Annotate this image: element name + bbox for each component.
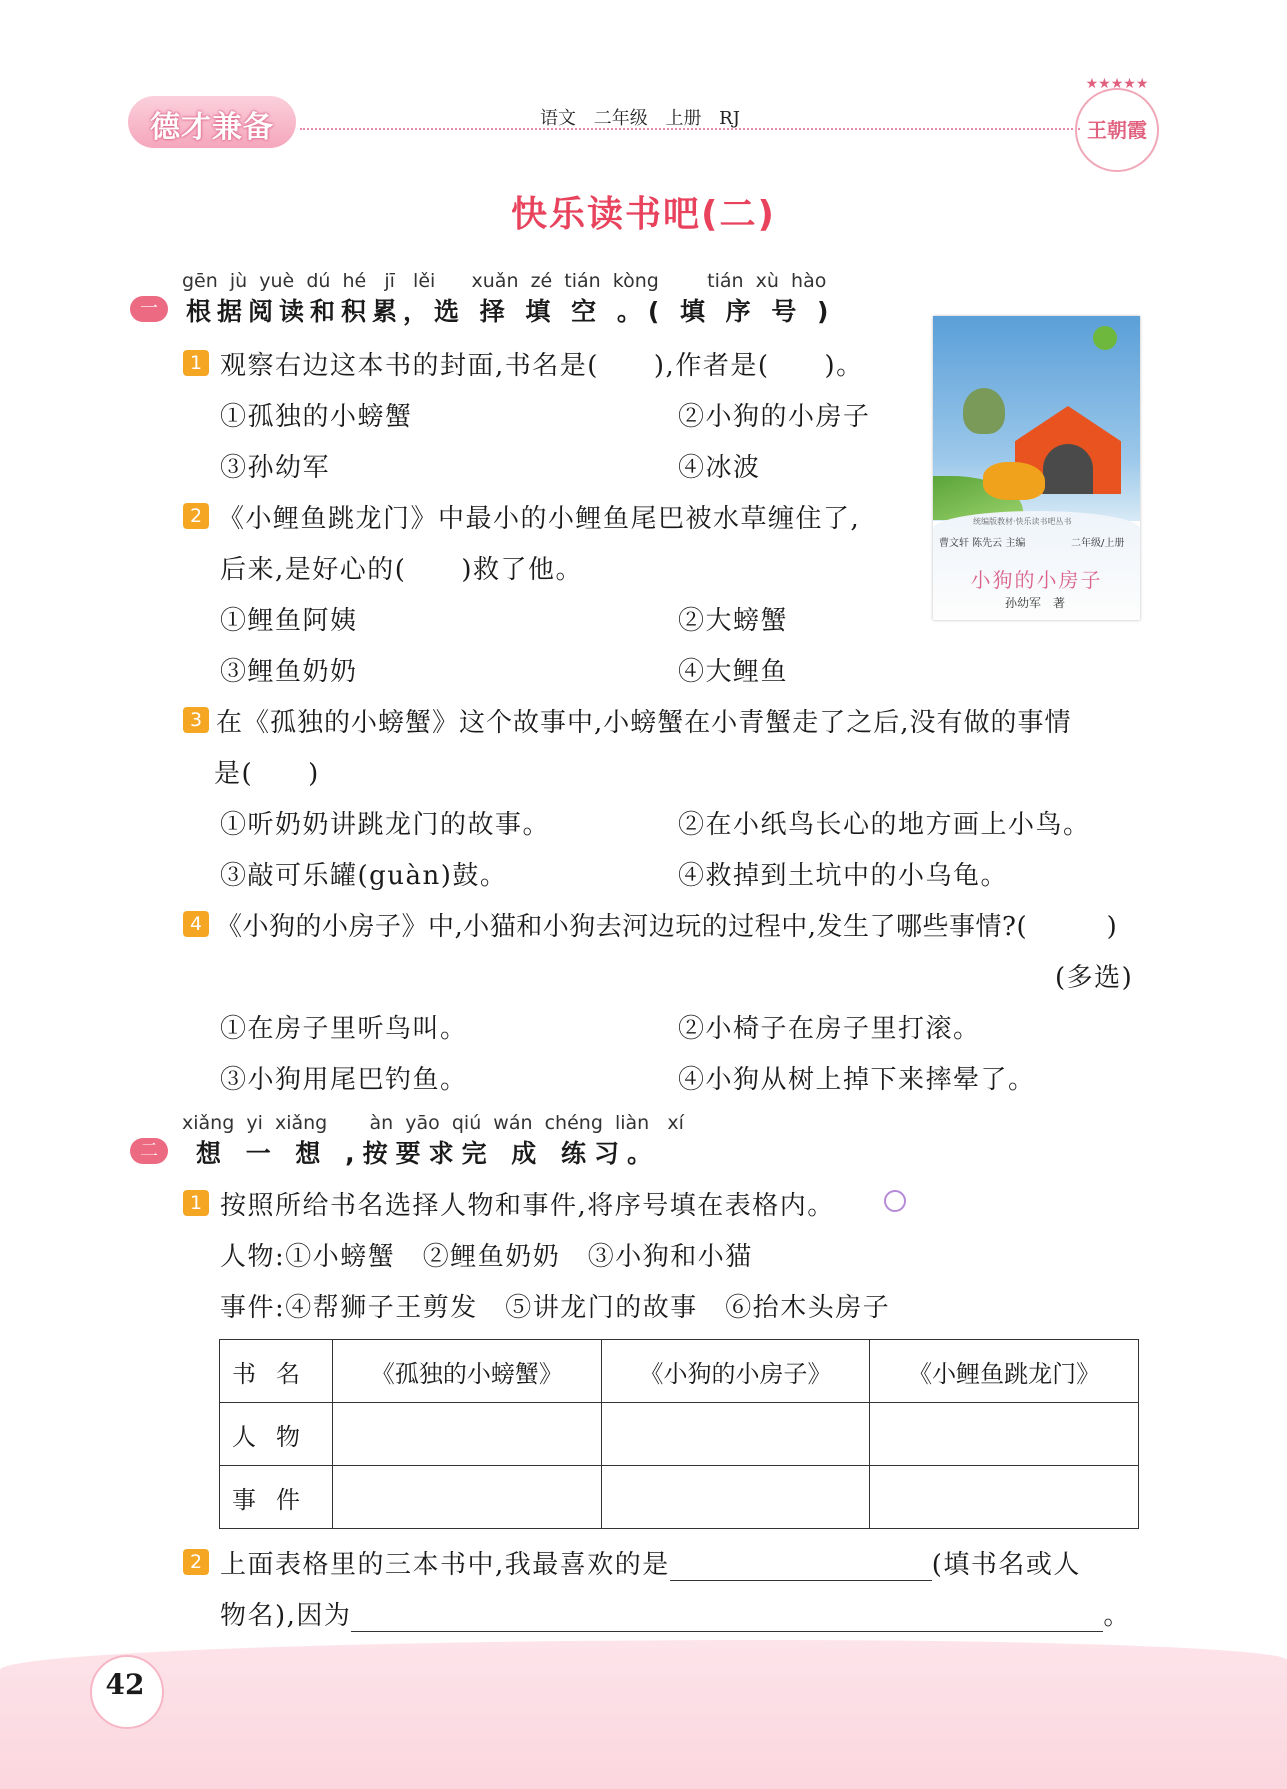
- answer-cell[interactable]: [333, 1403, 602, 1466]
- option[interactable]: ③小狗用尾巴钓鱼。: [220, 1065, 468, 1095]
- question-text: 是( ): [214, 759, 320, 789]
- row-header: 事件: [220, 1466, 333, 1529]
- cover-grade: 二年级/上册: [1071, 538, 1125, 549]
- footer-wave: [0, 1640, 1287, 1789]
- answer-cell[interactable]: [333, 1466, 602, 1529]
- answer-cell[interactable]: [870, 1466, 1139, 1529]
- q2-text-part3: 物名),因为: [220, 1601, 352, 1631]
- option[interactable]: ①听奶奶讲跳龙门的故事。: [220, 810, 551, 840]
- question-number: 3: [183, 707, 209, 733]
- doghouse-door: [1043, 444, 1093, 494]
- dog-illustration: [983, 462, 1045, 500]
- option[interactable]: ④小狗从树上掉下来摔晕了。: [678, 1065, 1036, 1095]
- option[interactable]: ④大鲤鱼: [678, 657, 789, 687]
- question-text: 观察右边这本书的封面,书名是( ),作者是( )。: [220, 351, 864, 381]
- question-text: 《小鲤鱼跳龙门》中最小的小鲤鱼尾巴被水草缠住了,: [218, 504, 861, 534]
- seal-stars: ★★★★★: [1085, 76, 1149, 92]
- option[interactable]: ③鲤鱼奶奶: [220, 657, 358, 687]
- answer-cell[interactable]: [601, 1403, 870, 1466]
- cover-book-title: 小狗的小房子: [970, 568, 1103, 592]
- cat-illustration: [963, 388, 1005, 434]
- cover-author: 孙幼军 著: [1005, 596, 1066, 610]
- brand-logo: [128, 96, 296, 148]
- section2-pinyin: xiǎng yi xiǎng àn yāo qiú wán chéng liàn xí: [182, 1112, 684, 1134]
- answer-table: [219, 1339, 1139, 1529]
- section2-badge: 二: [130, 1138, 168, 1164]
- question-text: 按照所给书名选择人物和事件,将序号填在表格内。: [220, 1191, 835, 1221]
- characters-list: 人物:①小螃蟹 ②鲤鱼奶奶 ③小狗和小猫: [220, 1242, 753, 1272]
- table-row: [220, 1466, 1139, 1529]
- option[interactable]: ②小椅子在房子里打滚。: [678, 1014, 981, 1044]
- question-number: 1: [183, 1190, 209, 1216]
- reason-blank[interactable]: [351, 1601, 1103, 1632]
- option[interactable]: ③孙幼军: [220, 453, 331, 483]
- question-number: 1: [183, 350, 209, 376]
- question-text: 在《孤独的小螃蟹》这个故事中,小螃蟹在小青蟹走了之后,没有做的事情: [216, 708, 1072, 738]
- question-text: [220, 1595, 1131, 1632]
- logo-text: 德才兼备: [150, 110, 274, 145]
- book-column-header: 《小狗的小房子》: [601, 1340, 870, 1403]
- q2-text-part2: (填书名或人: [931, 1550, 1081, 1580]
- option[interactable]: ②在小纸鸟长心的地方画上小鸟。: [678, 810, 1091, 840]
- events-list: 事件:④帮狮子王剪发 ⑤讲龙门的故事 ⑥抬木头房子: [220, 1293, 891, 1323]
- row-header: 人物: [220, 1403, 333, 1466]
- question-text: 《小狗的小房子》中,小猫和小狗去河边玩的过程中,发生了哪些事情?( ): [216, 912, 1118, 942]
- option[interactable]: ①在房子里听鸟叫。: [220, 1014, 468, 1044]
- option[interactable]: ①孤独的小螃蟹: [220, 402, 413, 432]
- page-number: 42: [105, 1668, 145, 1701]
- page-title: 快乐读书吧(二): [511, 194, 776, 235]
- option[interactable]: ④救掉到土坑中的小乌龟。: [678, 861, 1009, 891]
- question-text: [220, 1544, 1081, 1581]
- question-number: 2: [183, 1549, 209, 1575]
- publisher-logo-icon: [1093, 326, 1117, 350]
- table-row: [220, 1340, 1139, 1403]
- q2-text-part1: 上面表格里的三本书中,我最喜欢的是: [220, 1550, 670, 1580]
- answer-cell[interactable]: [870, 1403, 1139, 1466]
- question-number: 2: [183, 503, 209, 529]
- question-text: 后来,是好心的( )救了他。: [220, 555, 584, 585]
- option[interactable]: ④冰波: [678, 453, 761, 483]
- lightbulb-icon: [884, 1190, 906, 1212]
- header-subject: 语文 二年级 上册 RJ: [540, 108, 740, 129]
- cover-series: 统编版教材·快乐读书吧丛书: [973, 517, 1072, 526]
- q2-text-part4: 。: [1103, 1601, 1131, 1631]
- question-number: 4: [183, 911, 209, 937]
- section1-pinyin: gēn jù yuè dú hé jī lěi xuǎn zé tián kòng tián xù hào: [182, 270, 827, 292]
- table-row: [220, 1403, 1139, 1466]
- teacher-seal: [1075, 76, 1159, 172]
- option[interactable]: ②大螃蟹: [678, 606, 789, 636]
- section1-badge: 一: [130, 296, 168, 322]
- option[interactable]: ②小狗的小房子: [678, 402, 871, 432]
- option[interactable]: ③敲可乐罐(guàn)鼓。: [220, 861, 508, 891]
- book-column-header: 《小鲤鱼跳龙门》: [870, 1340, 1139, 1403]
- book-column-header: 《孤独的小螃蟹》: [333, 1340, 602, 1403]
- book-cover-image: [933, 316, 1140, 620]
- favorite-blank[interactable]: [670, 1550, 932, 1581]
- section1-title: 根据阅读和积累，选 择 填 空 。( 填 序 号 ): [186, 297, 835, 326]
- seal-name: 王朝霞: [1087, 118, 1147, 142]
- answer-cell[interactable]: [601, 1466, 870, 1529]
- cover-editors: 曹文轩 陈先云 主编: [939, 538, 1026, 549]
- multi-select-note: (多选): [1055, 963, 1134, 993]
- row-header: 书名: [220, 1340, 333, 1403]
- section2-title: 想 一 想 ,按要求完 成 练习。: [196, 1139, 661, 1168]
- option[interactable]: ①鲤鱼阿姨: [220, 606, 358, 636]
